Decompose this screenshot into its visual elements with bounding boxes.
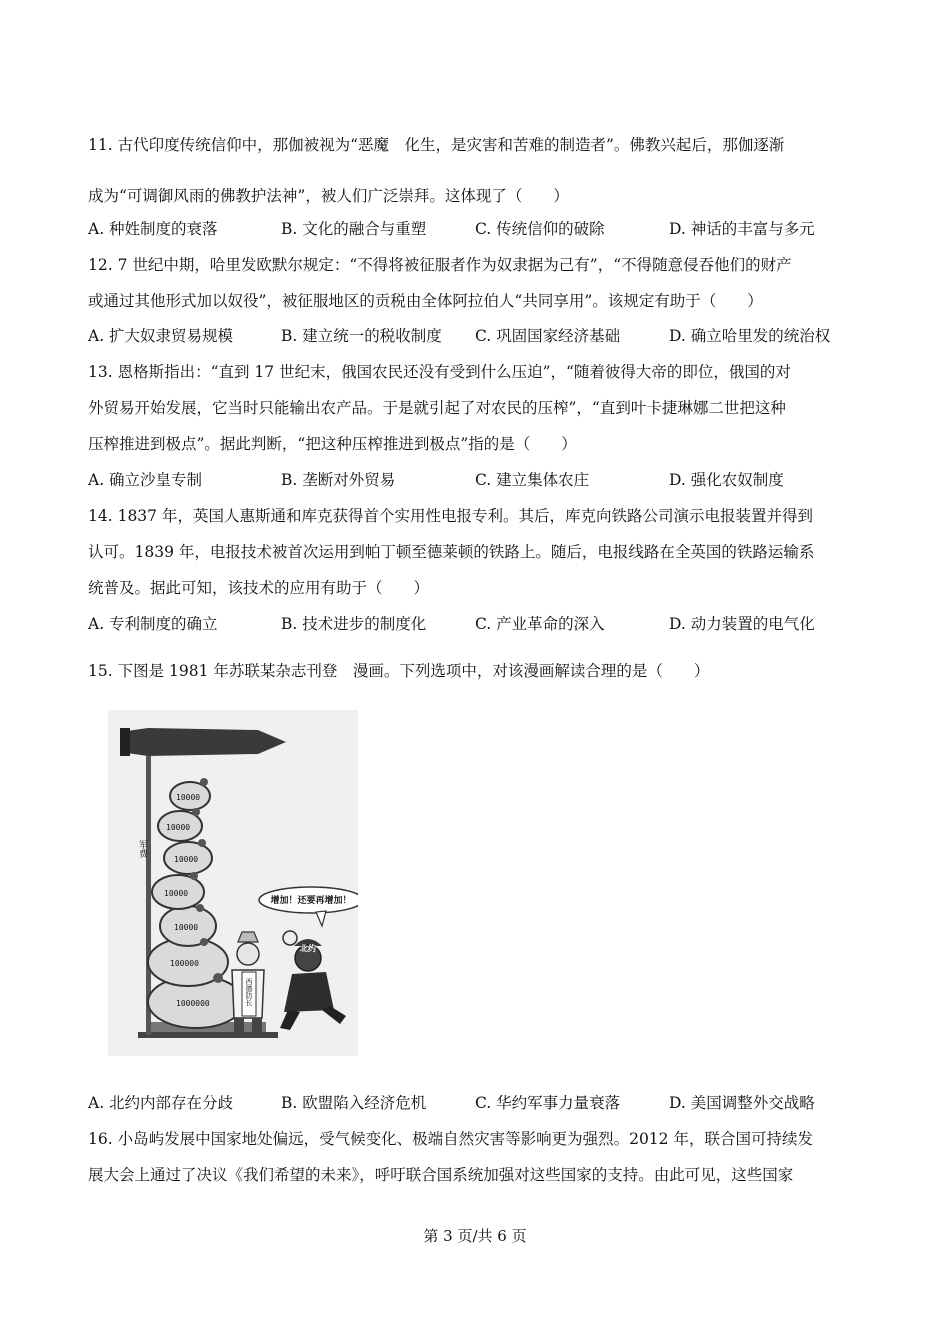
q13-stem-line3: 压榨推进到极点”。据此判断，“把这种压榨推进到极点”指的是（ ） — [88, 435, 577, 453]
bag-value-10000-e: 10000 — [176, 793, 201, 802]
q15-option-d: D. 美国调整外交战略 — [669, 1094, 815, 1112]
q14-stem-line2: 认可。1839 年，电报技术被首次运用到帕丁顿至德莱顿的铁路上。随后，电报线路在全英国的铁路运输系 — [88, 543, 815, 561]
q15-stem-line1: 15. 下图是 1981 年苏联某杂志刊登 漫画。下列选项中，对该漫画解读合理的是（ ） — [88, 662, 710, 680]
q16-stem-line2: 展大会上通过了决议《我们希望的未来》，呼吁联合国系统加强对这些国家的支持。由此可见，这些国家 — [88, 1166, 794, 1184]
q13-option-b: B. 垄断对外贸易 — [281, 471, 396, 489]
q11-stem-line2: 成为“可调御风雨的佛教护法神”，被人们广泛崇拜。这体现了（ ） — [88, 187, 569, 205]
q14-stem-line3: 统普及。据此可知，该技术的应用有助于（ ） — [88, 579, 430, 597]
q13-option-a: A. 确立沙皇专制 — [88, 471, 203, 489]
q13-option-c: C. 建立集体农庄 — [475, 471, 590, 489]
bag-value-10000-a: 10000 — [174, 923, 199, 932]
q12-option-c: C. 巩固国家经济基础 — [475, 327, 621, 345]
q15-cartoon-image — [108, 710, 358, 1056]
bag-value-1000000: 1000000 — [176, 999, 210, 1008]
q12-stem-line1: 12. 7 世纪中期，哈里发欧默尔规定：“不得将被征服者作为奴隶据为己有”，“不得随意侵吞他们的财产 — [88, 256, 792, 274]
q12-option-d: D. 确立哈里发的统治权 — [669, 327, 831, 345]
bag-value-10000-d: 10000 — [166, 823, 191, 832]
q11-stem-line1: 11. 古代印度传统信仰中，那伽被视为“恶魔 化生，是灾害和苦难的制造者”。佛教兴起后，那伽逐渐 — [88, 136, 785, 154]
q15-option-c: C. 华约军事力量衰落 — [475, 1094, 621, 1112]
q13-stem-line1: 13. 恩格斯指出：“直到 17 世纪末，俄国农民还没有受到什么压迫”，“随着彼得大帝的即位，俄国的对 — [88, 363, 791, 381]
minister-body-label: 西德防长 — [245, 978, 253, 1006]
q13-option-d: D. 强化农奴制度 — [669, 471, 784, 489]
q14-stem-line1: 14. 1837 年，英国人惠斯通和库克获得首个实用性电报专利。其后，库克向铁路公司演示电报装置并得到 — [88, 507, 813, 525]
q15-option-b: B. 欧盟陷入经济危机 — [281, 1094, 427, 1112]
q14-option-b: B. 技术进步的制度化 — [281, 615, 427, 633]
bag-value-10000-c: 10000 — [174, 855, 199, 864]
q13-stem-line2: 外贸易开始发展，它当时只能输出农产品。于是就引起了对农民的压榨”，“直到叶卡捷琳娜二世把这种 — [88, 399, 786, 417]
nato-hat-label: 北约 — [300, 944, 316, 953]
q14-options — [88, 614, 868, 634]
speech-bubble-text: 增加！还要再增加！ — [270, 896, 352, 906]
bag-value-100000: 100000 — [170, 959, 199, 968]
pole-label: 军费 — [137, 840, 147, 858]
bag-value-10000-b: 10000 — [164, 889, 189, 898]
q12-stem-line2: 或通过其他形式加以奴役”，被征服地区的贡税由全体阿拉伯人“共同享用”。该规定有助于（ ） — [88, 292, 763, 310]
page-number-footer: 第 3 页/共 6 页 — [423, 1227, 527, 1245]
q14-option-d: D. 动力装置的电气化 — [669, 615, 815, 633]
q11-option-c: C. 传统信仰的破除 — [475, 220, 605, 238]
q11-option-b: B. 文化的融合与重塑 — [281, 220, 427, 238]
q12-option-b: B. 建立统一的税收制度 — [281, 327, 442, 345]
q12-option-a: A. 扩大奴隶贸易规模 — [88, 327, 234, 345]
q15-option-a: A. 北约内部存在分歧 — [88, 1094, 234, 1112]
q12-options — [88, 326, 868, 346]
q15-options — [88, 1093, 868, 1113]
q14-option-a: A. 专利制度的确立 — [88, 615, 218, 633]
q16-stem-line1: 16. 小岛屿发展中国家地处偏远，受气候变化、极端自然灾害等影响更为强烈。2012 年，联合国可持续发 — [88, 1130, 813, 1148]
q11-options — [88, 219, 868, 239]
q14-option-c: C. 产业革命的深入 — [475, 615, 605, 633]
q11-option-d: D. 神话的丰富与多元 — [669, 220, 815, 238]
q13-options — [88, 470, 868, 490]
q11-option-a: A. 种姓制度的衰落 — [88, 220, 218, 238]
